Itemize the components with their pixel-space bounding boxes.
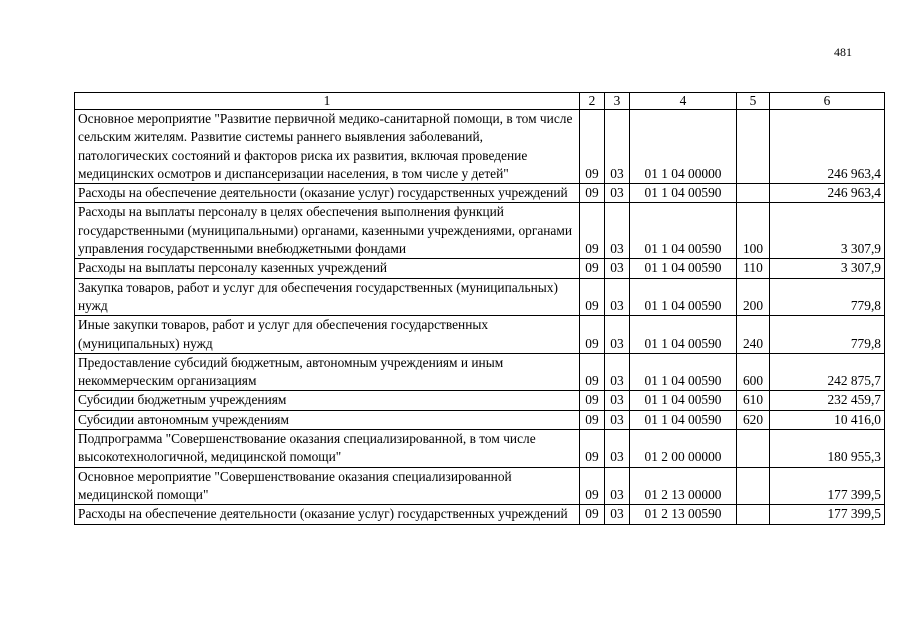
table-row [75,410,885,429]
section-code: 09 [580,203,605,259]
row-description: Субсидии бюджетным учреждениям [75,391,580,410]
row-description: Основное мероприятие "Развитие первичной медико-санитарной помощи, в том числе сельским жителям. Развитие системы раннего выявления заболеваний, патологических состояний и факторов риска их развития, включая проведение медицинских осмотров и диспансеризации населения, в том числе у детей" [75,110,580,184]
subsection-code: 03 [605,278,630,316]
column-header: 6 [770,93,885,110]
row-description: Расходы на обеспечение деятельности (оказание услуг) государственных учреждений [75,505,580,524]
expense-type-code: 110 [737,259,770,278]
table-row [75,203,885,259]
section-code: 09 [580,110,605,184]
table-row [75,316,885,354]
table-row [75,467,885,505]
target-article-code: 01 1 04 00590 [630,203,737,259]
target-article-code: 01 1 04 00590 [630,184,737,203]
amount: 10 416,0 [770,410,885,429]
section-code: 09 [580,278,605,316]
table-row [75,259,885,278]
row-description: Иные закупки товаров, работ и услуг для обеспечения государственных (муниципальных) нужд [75,316,580,354]
row-description: Субсидии автономным учреждениям [75,410,580,429]
target-article-code: 01 1 04 00590 [630,278,737,316]
section-code: 09 [580,505,605,524]
amount: 177 399,5 [770,467,885,505]
expense-type-code: 100 [737,203,770,259]
expense-type-code [737,110,770,184]
table-row [75,110,885,184]
section-code: 09 [580,184,605,203]
row-description: Расходы на выплаты персоналу казенных учреждений [75,259,580,278]
target-article-code: 01 1 04 00590 [630,410,737,429]
row-description: Подпрограмма "Совершенствование оказания специализированной, в том числе высокотехнологичной, медицинской помощи" [75,430,580,468]
expense-type-code [737,505,770,524]
section-code: 09 [580,467,605,505]
target-article-code: 01 1 04 00590 [630,391,737,410]
expense-type-code: 610 [737,391,770,410]
subsection-code: 03 [605,353,630,391]
row-description: Основное мероприятие "Совершенствование оказания специализированной медицинской помощи" [75,467,580,505]
section-code: 09 [580,391,605,410]
amount: 246 963,4 [770,110,885,184]
budget-table [74,92,885,525]
expense-type-code: 600 [737,353,770,391]
amount: 779,8 [770,316,885,354]
expense-type-code [737,430,770,468]
amount: 177 399,5 [770,505,885,524]
section-code: 09 [580,353,605,391]
row-description: Расходы на выплаты персоналу в целях обеспечения выполнения функций государственными (муниципальными) органами, казенными учреждениями, органами управления государственными внебюджетными фондами [75,203,580,259]
target-article-code: 01 1 04 00590 [630,353,737,391]
target-article-code: 01 2 00 00000 [630,430,737,468]
subsection-code: 03 [605,391,630,410]
page-number: 481 [834,45,852,59]
row-description: Расходы на обеспечение деятельности (оказание услуг) государственных учреждений [75,184,580,203]
table-row [75,391,885,410]
section-code: 09 [580,410,605,429]
table-row [75,353,885,391]
subsection-code: 03 [605,467,630,505]
table-row [75,430,885,468]
table-row [75,505,885,524]
amount: 246 963,4 [770,184,885,203]
column-header: 1 [75,93,580,110]
table-header-row [75,93,885,110]
column-header: 2 [580,93,605,110]
amount: 3 307,9 [770,203,885,259]
subsection-code: 03 [605,316,630,354]
section-code: 09 [580,316,605,354]
column-header: 4 [630,93,737,110]
expense-type-code [737,467,770,505]
amount: 779,8 [770,278,885,316]
expense-type-code [737,184,770,203]
expense-type-code: 200 [737,278,770,316]
amount: 3 307,9 [770,259,885,278]
expense-type-code: 620 [737,410,770,429]
subsection-code: 03 [605,184,630,203]
subsection-code: 03 [605,110,630,184]
row-description: Закупка товаров, работ и услуг для обеспечения государственных (муниципальных) нужд [75,278,580,316]
target-article-code: 01 2 13 00590 [630,505,737,524]
subsection-code: 03 [605,410,630,429]
section-code: 09 [580,430,605,468]
column-header: 5 [737,93,770,110]
amount: 180 955,3 [770,430,885,468]
target-article-code: 01 1 04 00000 [630,110,737,184]
section-code: 09 [580,259,605,278]
subsection-code: 03 [605,430,630,468]
subsection-code: 03 [605,505,630,524]
target-article-code: 01 2 13 00000 [630,467,737,505]
table-row [75,184,885,203]
amount: 232 459,7 [770,391,885,410]
subsection-code: 03 [605,259,630,278]
column-header: 3 [605,93,630,110]
subsection-code: 03 [605,203,630,259]
row-description: Предоставление субсидий бюджетным, автономным учреждениям и иным некоммерческим организациям [75,353,580,391]
target-article-code: 01 1 04 00590 [630,316,737,354]
target-article-code: 01 1 04 00590 [630,259,737,278]
table-row [75,278,885,316]
expense-type-code: 240 [737,316,770,354]
amount: 242 875,7 [770,353,885,391]
